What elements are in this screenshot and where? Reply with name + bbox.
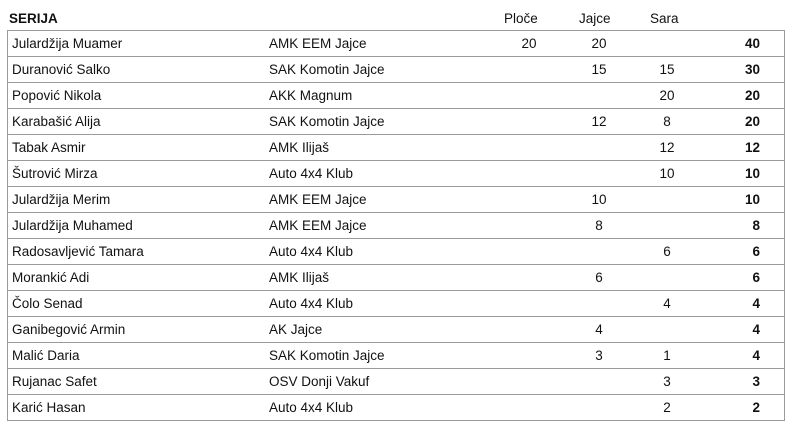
club-name: AMK Ilijaš (269, 270, 330, 285)
table-row (7, 135, 785, 161)
table-row (7, 369, 785, 395)
club-name: Auto 4x4 Klub (269, 244, 354, 259)
score-jajce: 3 (595, 348, 603, 363)
total-points: 40 (744, 36, 760, 51)
driver-name: Šutrović Mirza (12, 166, 98, 181)
table-row (7, 265, 785, 291)
table-row (7, 83, 785, 109)
club-name: AMK EEM Jajce (269, 36, 367, 51)
club-name: SAK Komotin Jajce (269, 62, 385, 77)
driver-name: Julardžija Muhamed (12, 218, 133, 233)
club-name: Auto 4x4 Klub (269, 400, 354, 415)
club-name: AMK EEM Jajce (269, 192, 367, 207)
total-points: 10 (744, 166, 760, 181)
column-header-sara: Sara (650, 11, 679, 26)
driver-name: Karabašić Alija (12, 114, 101, 129)
column-header-jajce: Jajce (579, 11, 611, 26)
driver-name: Malić Daria (12, 348, 80, 363)
standings-table (7, 4, 785, 421)
driver-name: Tabak Asmir (12, 140, 86, 155)
total-points: 20 (744, 114, 760, 129)
driver-name: Karić Hasan (12, 400, 86, 415)
club-name: AMK Ilijaš (269, 140, 330, 155)
driver-name: Popović Nikola (12, 88, 102, 103)
score-jajce: 6 (595, 270, 603, 285)
total-points: 20 (744, 88, 760, 103)
driver-name: Duranović Salko (12, 62, 111, 77)
total-points: 12 (744, 140, 760, 155)
score-sara: 2 (663, 400, 671, 415)
club-name: AMK EEM Jajce (269, 218, 367, 233)
score-sara: 3 (663, 374, 671, 389)
score-sara: 10 (659, 166, 675, 181)
series-title: SERIJA (9, 11, 58, 26)
driver-name: Morankić Adi (12, 270, 90, 285)
club-name: OSV Donji Vakuf (269, 374, 370, 389)
table-row (7, 57, 785, 83)
score-jajce: 8 (595, 218, 603, 233)
table-row (7, 161, 785, 187)
club-name: AK Jajce (269, 322, 323, 337)
table-row (7, 317, 785, 343)
club-name: AKK Magnum (269, 88, 353, 103)
table-row (7, 343, 785, 369)
score-jajce: 12 (591, 114, 607, 129)
score-sara: 20 (659, 88, 675, 103)
total-points: 2 (752, 400, 760, 415)
driver-name: Čolo Senad (12, 296, 83, 311)
driver-name: Radosavljević Tamara (12, 244, 144, 259)
score-jajce: 20 (591, 36, 607, 51)
driver-name: Ganibegović Armin (12, 322, 126, 337)
score-sara: 6 (663, 244, 671, 259)
total-points: 6 (752, 270, 760, 285)
score-sara: 8 (663, 114, 671, 129)
club-name: Auto 4x4 Klub (269, 296, 354, 311)
table-row (7, 213, 785, 239)
club-name: SAK Komotin Jajce (269, 348, 385, 363)
score-jajce: 4 (595, 322, 603, 337)
total-points: 4 (752, 348, 760, 363)
score-sara: 1 (663, 348, 671, 363)
total-points: 4 (752, 296, 760, 311)
total-points: 10 (744, 192, 760, 207)
table-header (7, 4, 785, 30)
table-row (7, 31, 785, 57)
total-points: 30 (744, 62, 760, 77)
column-header-ploce: Ploče (504, 11, 538, 26)
club-name: Auto 4x4 Klub (269, 166, 354, 181)
table-body (7, 30, 785, 421)
driver-name: Julardžija Merim (12, 192, 111, 207)
table-row (7, 239, 785, 265)
score-sara: 15 (659, 62, 675, 77)
total-points: 6 (752, 244, 760, 259)
table-row (7, 187, 785, 213)
score-jajce: 15 (591, 62, 607, 77)
driver-name: Julardžija Muamer (12, 36, 123, 51)
table-row (7, 395, 785, 421)
score-ploce: 20 (521, 36, 537, 51)
driver-name: Rujanac Safet (12, 374, 97, 389)
score-jajce: 10 (591, 192, 607, 207)
table-row (7, 291, 785, 317)
total-points: 8 (752, 218, 760, 233)
table-row (7, 109, 785, 135)
score-sara: 12 (659, 140, 675, 155)
total-points: 3 (752, 374, 760, 389)
total-points: 4 (752, 322, 760, 337)
club-name: SAK Komotin Jajce (269, 114, 385, 129)
score-sara: 4 (663, 296, 671, 311)
